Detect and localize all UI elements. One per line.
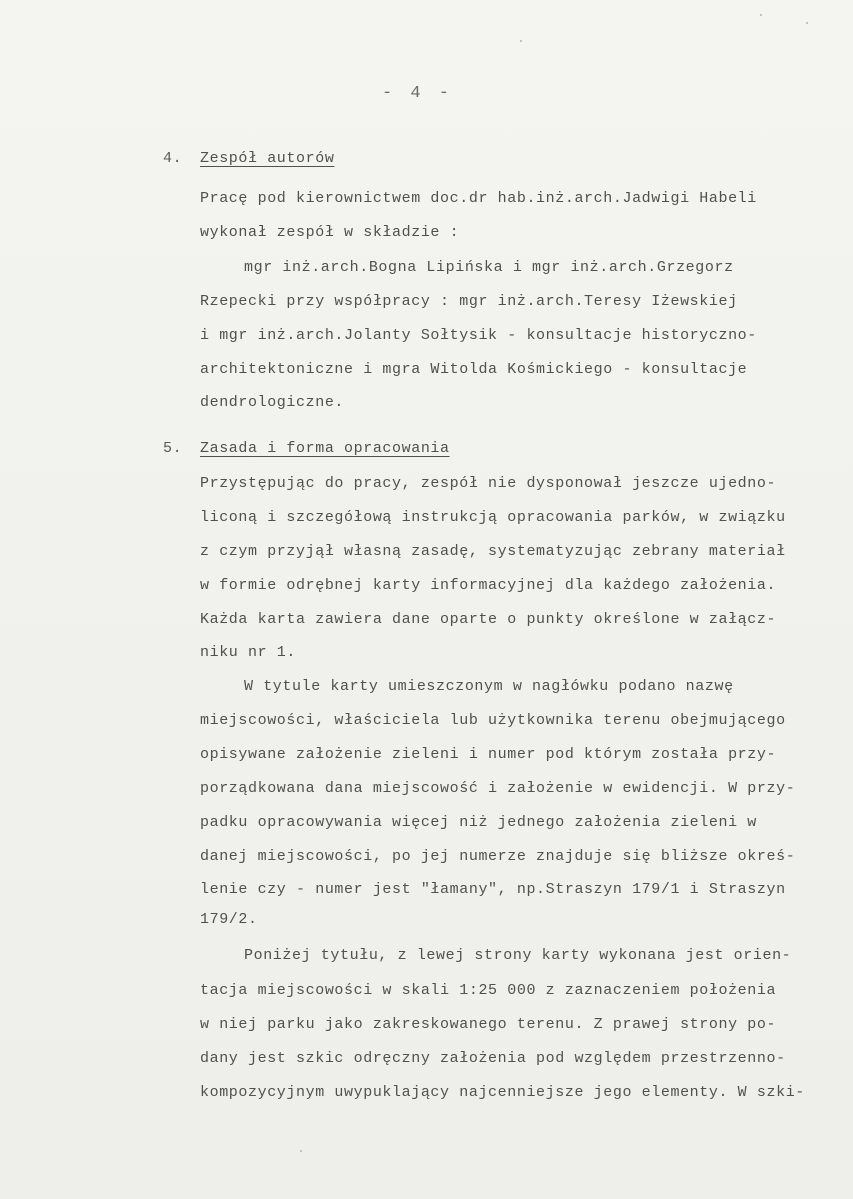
section-4-number: 4. — [163, 150, 183, 167]
section-4-line-4: Rzepecki przy współpracy : mgr inż.arch.Teresy Iżewskiej — [200, 293, 738, 310]
section-4-line-5: i mgr inż.arch.Jolanty Sołtysik - konsultacje historyczno- — [200, 327, 757, 344]
section-5-line-7: W tytule karty umieszczonym w nagłówku podano nazwę — [244, 678, 734, 695]
section-5-line-12: danej miejscowości, po jej numerze znajduje się bliższe okreś- — [200, 848, 796, 865]
scan-speck — [520, 40, 522, 42]
section-5-number: 5. — [163, 440, 183, 457]
section-5-line-1: Przystępując do pracy, zespół nie dysponował jeszcze ujedno- — [200, 475, 777, 492]
section-5-line-17: w niej parku jako zakreskowanego terenu. Z prawej strony po- — [200, 1016, 777, 1033]
scan-speck — [300, 1150, 302, 1152]
section-5-line-18: dany jest szkic odręczny założenia pod względem przestrzenno- — [200, 1050, 786, 1067]
page-number: - 4 - — [382, 84, 454, 103]
scan-speck — [760, 14, 762, 16]
section-5-line-19: kompozycyjnym uwypuklający najcenniejsze jego elementy. W szki- — [200, 1084, 805, 1101]
section-4-line-7: dendrologiczne. — [200, 394, 345, 411]
section-4-line-6: architektoniczne i mgra Witolda Kośmickiego - konsultacje — [200, 361, 748, 378]
section-5-line-3: z czym przyjął własną zasadę, systematyzując zebrany materiał — [200, 543, 786, 560]
section-5-line-10: porządkowana dana miejscowość i założenie w ewidencji. W przy- — [200, 780, 796, 797]
section-5-line-14: 179/2. — [200, 911, 258, 928]
section-4-line-2: wykonał zespół w składzie : — [200, 224, 460, 241]
section-5-line-9: opisywane założenie zieleni i numer pod którym została przy- — [200, 746, 777, 763]
section-4-line-3: mgr inż.arch.Bogna Lipińska i mgr inż.arch.Grzegorz — [244, 259, 734, 276]
section-5-line-8: miejscowości, właściciela lub użytkownika terenu obejmującego — [200, 712, 786, 729]
section-5-line-4: w formie odrębnej karty informacyjnej dla każdego założenia. — [200, 577, 777, 594]
scan-speck — [806, 22, 808, 24]
section-5-line-6: niku nr 1. — [200, 644, 297, 661]
section-5-line-16: tacja miejscowości w skali 1:25 000 z zaznaczeniem położenia — [200, 982, 777, 999]
section-5-line-2: liconą i szczegółową instrukcją opracowania parków, w związku — [200, 509, 786, 526]
section-4-line-1: Pracę pod kierownictwem doc.dr hab.inż.arch.Jadwigi Habeli — [200, 190, 757, 207]
section-5-line-13: lenie czy - numer jest "łamany", np.Straszyn 179/1 i Straszyn — [200, 881, 786, 898]
section-5-line-11: padku opracowywania więcej niż jednego założenia zieleni w — [200, 814, 757, 831]
section-5-line-5: Każda karta zawiera dane oparte o punkty określone w załącz- — [200, 611, 777, 628]
section-5-line-15: Poniżej tytułu, z lewej strony karty wykonana jest orien- — [244, 947, 792, 964]
section-4-heading: Zespół autorów — [200, 150, 335, 167]
section-5-heading: Zasada i forma opracowania — [200, 440, 450, 457]
